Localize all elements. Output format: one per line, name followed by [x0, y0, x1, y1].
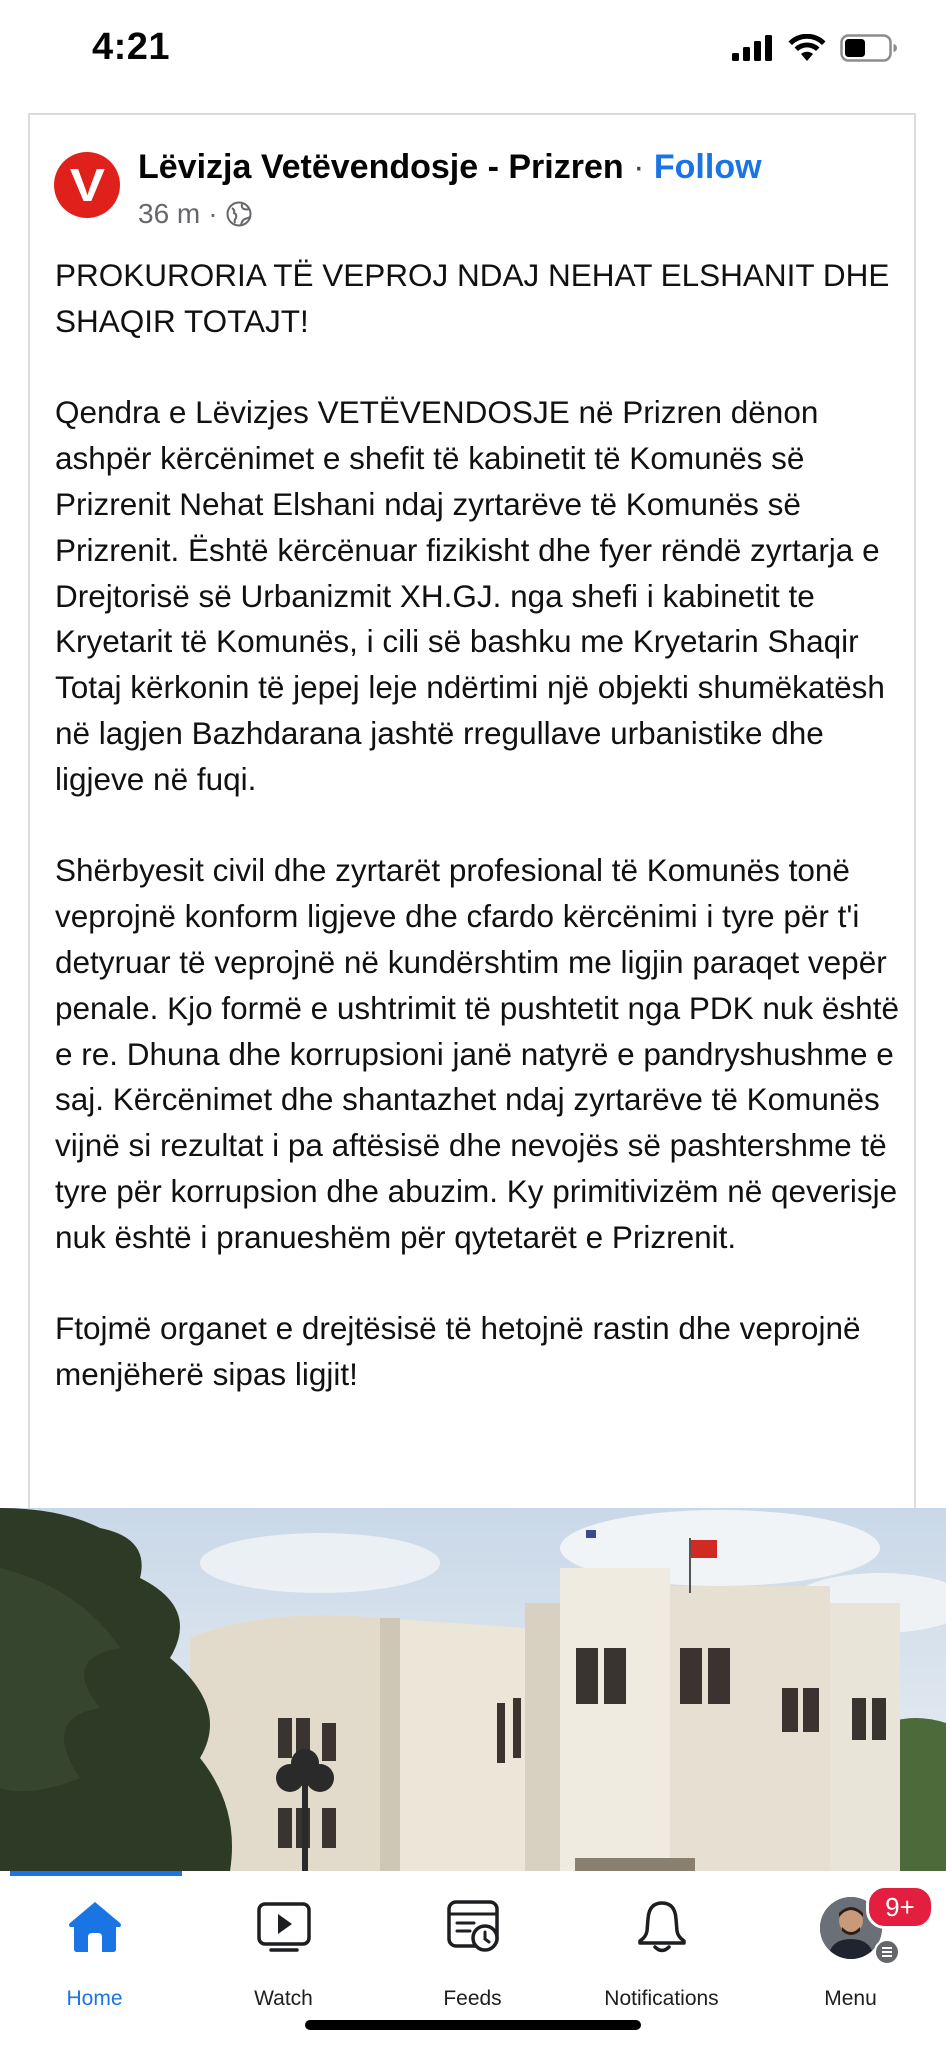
meta-separator: ·: [208, 198, 218, 229]
home-icon: [66, 1897, 124, 1955]
tab-watch-label: Watch: [254, 1987, 313, 2010]
tab-menu-label: Menu: [824, 1987, 877, 2010]
tab-home[interactable]: [0, 1897, 189, 2010]
post-paragraph: Ftojmë organet e drejtësisë të hetojnë rastin dhe veprojnë menjëherë sipas ligjit!: [55, 1310, 861, 1393]
tab-home-label: Home: [66, 1987, 123, 2010]
follow-button[interactable]: Follow: [653, 148, 762, 186]
tab-notifications[interactable]: [567, 1897, 756, 2010]
post-paragraph: Shërbyesit civil dhe zyrtarët profesional të Komunës tonë veprojnë konform ligjeve dhe cfardo kërcënimi i tyre për t'i detyruar të veprojnë në kundërshtim me ligjin paraqet vepër penale. Kjo formë e ushtrimit të pushtetit nga PDK nuk është e re. Dhuna dhe korrupsioni janë natyrë e pandryshushme e saj. Kërcënimet dhe shantazhet ndaj zyrtarëve të Komunës vijnë si rezultat i pa aftësisë dhe nevojës së pashtershme të tyre për korrupsion dhe abuzim. Ky primitivizëm në qeverisje nuk është i pranueshëm për qytetarët e Prizrenit.: [55, 852, 899, 1255]
watch-icon: [255, 1897, 313, 1955]
municipality-building-photo: [0, 1508, 946, 1871]
home-indicator: [305, 2020, 641, 2030]
tab-notifications-label: Notifications: [604, 1987, 719, 2010]
tab-menu[interactable]: [756, 1892, 945, 2010]
status-icons: [732, 34, 898, 62]
page-avatar[interactable]: [54, 152, 120, 218]
battery-icon: [840, 34, 898, 62]
post-paragraph: Qendra e Lëvizjes VETËVENDOSJE në Prizren dënon ashpër kërcënimet e shefit të kabinetit të Komunës së Prizrenit Nehat Elshani ndaj zyrtarëve të Komunës së Prizrenit. Është kërcënuar fizikisht dhe fyer rëndë zyrtarja e Drejtorisë së Urbanizmit XH.GJ. nga shefi i kabinetit te Kryetarit të Komunës, i cili së bashku me Kryetarin Shaqir Totaj kërkonin të jepej leje ndërtimi një objekti shumëkatësh në lagjen Bazhdarana jashtë rregullave urbanistike dhe ligjeve në fuqi.: [55, 394, 885, 797]
globe-icon: [226, 201, 252, 227]
post-text: [55, 253, 905, 1398]
active-tab-indicator: [10, 1871, 182, 1876]
feeds-icon: [444, 1897, 502, 1955]
post-headline: PROKURORIA TË VEPROJ NDAJ NEHAT ELSHANIT DHE SHAQIR TOTAJT!: [55, 257, 890, 339]
tab-feeds-label: Feeds: [443, 1987, 502, 2010]
bell-icon: [633, 1897, 691, 1955]
post-meta: [138, 198, 252, 230]
status-time: 4:21: [92, 26, 171, 68]
tab-watch[interactable]: [189, 1897, 378, 2010]
header-separator: ·: [633, 148, 645, 186]
avatar-letter: V: [69, 159, 105, 211]
cellular-signal-icon: [732, 35, 774, 61]
post-time[interactable]: 36 m: [138, 198, 201, 229]
wifi-icon: [788, 34, 826, 62]
page-name[interactable]: Lëvizja Vetëvendosje - Prizren: [138, 148, 624, 186]
notification-badge: 9+: [866, 1885, 934, 1929]
status-bar: [0, 0, 946, 105]
tab-feeds[interactable]: [378, 1897, 567, 2010]
post-image[interactable]: [0, 1508, 946, 1871]
post-header: [138, 148, 762, 187]
menu-lines-icon: [874, 1939, 900, 1965]
